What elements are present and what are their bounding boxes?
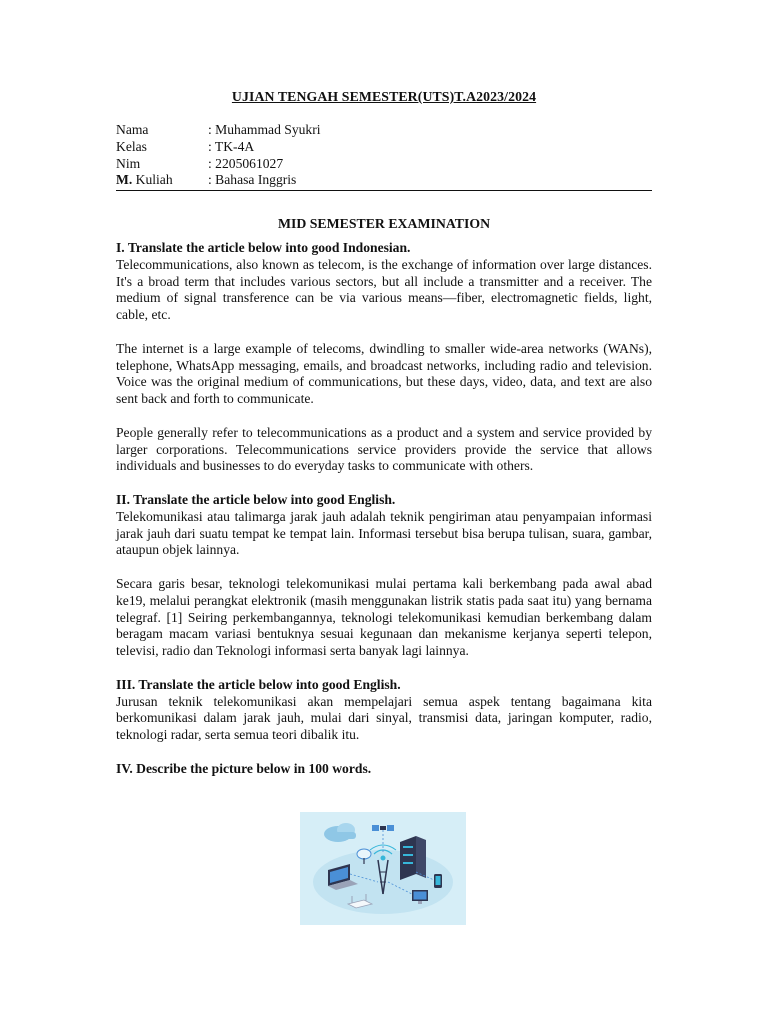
section-2-paragraph-1: Telekomunikasi atau talimarga jarak jauh adalah teknik pengiriman atau penyampaian informasi jarak jauh dari suatu tempat ke tempat lain. Informasi tersebut bisa berupa tulisan, suara, gambar, ataupun objek lainnya.	[116, 508, 652, 558]
info-value: : 2205061027	[208, 155, 284, 171]
section-3-paragraph-1: Jurusan teknik telekomunikasi akan mempelajari semua aspek tentang bagaimana kita berkomunikasi dalam jarak jauh, mulai dari sinyal, transmisi data, jaringan komputer, radio, teknologi radar, serta semua teori dibalik itu.	[116, 693, 652, 743]
section-1-heading: I. Translate the article below into good Indonesian.	[116, 240, 411, 255]
section-4-heading: IV. Describe the picture below in 100 words.	[116, 760, 372, 776]
info-label: Nim	[116, 155, 141, 171]
telecom-illustration	[300, 812, 466, 925]
section-1-paragraph-1: Telecommunications, also known as telecom, is the exchange of information over large distances. It's a broad term that includes various sectors, but all include a transmitter and a receiver. The medium of signal transference can be via various means—fiber, electromagnetic fields, light, cable, etc.	[116, 256, 652, 323]
info-label: Nama	[116, 122, 149, 137]
info-row-nama	[116, 122, 652, 139]
exam-title: MID SEMESTER EXAMINATION	[277, 216, 491, 231]
info-value: : TK-4A	[208, 138, 255, 154]
info-value: : Bahasa Inggris	[208, 172, 297, 188]
info-row-mata-kuliah	[116, 172, 652, 189]
info-label: Kelas	[116, 138, 147, 154]
server-rack-icon	[400, 836, 426, 880]
info-row-kelas	[116, 139, 652, 156]
section-1-paragraph-3: People generally refer to telecommunications as a product and a system and service provided by larger corporations. Telecommunications service providers provide the service that allows individuals and businesses to do everyday tasks to communicate with others.	[116, 424, 652, 474]
section-2-heading: II. Translate the article below into good English.	[116, 491, 396, 507]
exam-body	[116, 240, 652, 778]
phone-icon	[434, 874, 442, 888]
section-2-paragraph-2: Secara garis besar, teknologi telekomunikasi mulai pertama kali berkembang pada awal abad ke19, melalui perangkat elektronik (masih menggunakan listrik statis pada saat itu) yang bernama telegraf. [1] Seiring perkembangannya, teknologi telekomunikasi kemudian berkembang dalam beragam macam variasi bentuknya sesuai kegunaan dan mekanisme kerjanya seperti telepon, televisi, radio dan Teknologi informasi serta banyak lagi lainnya.	[116, 575, 652, 659]
section-1-paragraph-2: The internet is a large example of telecoms, dwindling to smaller wide-area networks (WANs), telephone, WhatsApp messaging, emails, and broadcast networks, including radio and television. Voice was the original medium of communications, but these days, video, data, and text are also sent back and forth to communicate.	[116, 340, 652, 407]
telecom-network-image	[300, 812, 466, 925]
document-title: UJIAN TENGAH SEMESTER(UTS)T.A2023/2024	[231, 89, 537, 104]
student-info-block	[116, 122, 652, 191]
info-label: M. Kuliah	[116, 172, 173, 188]
info-value: : Muhammad Syukri	[208, 122, 321, 137]
section-3-heading: III. Translate the article below into good English.	[116, 676, 401, 692]
info-row-nim	[116, 156, 652, 173]
